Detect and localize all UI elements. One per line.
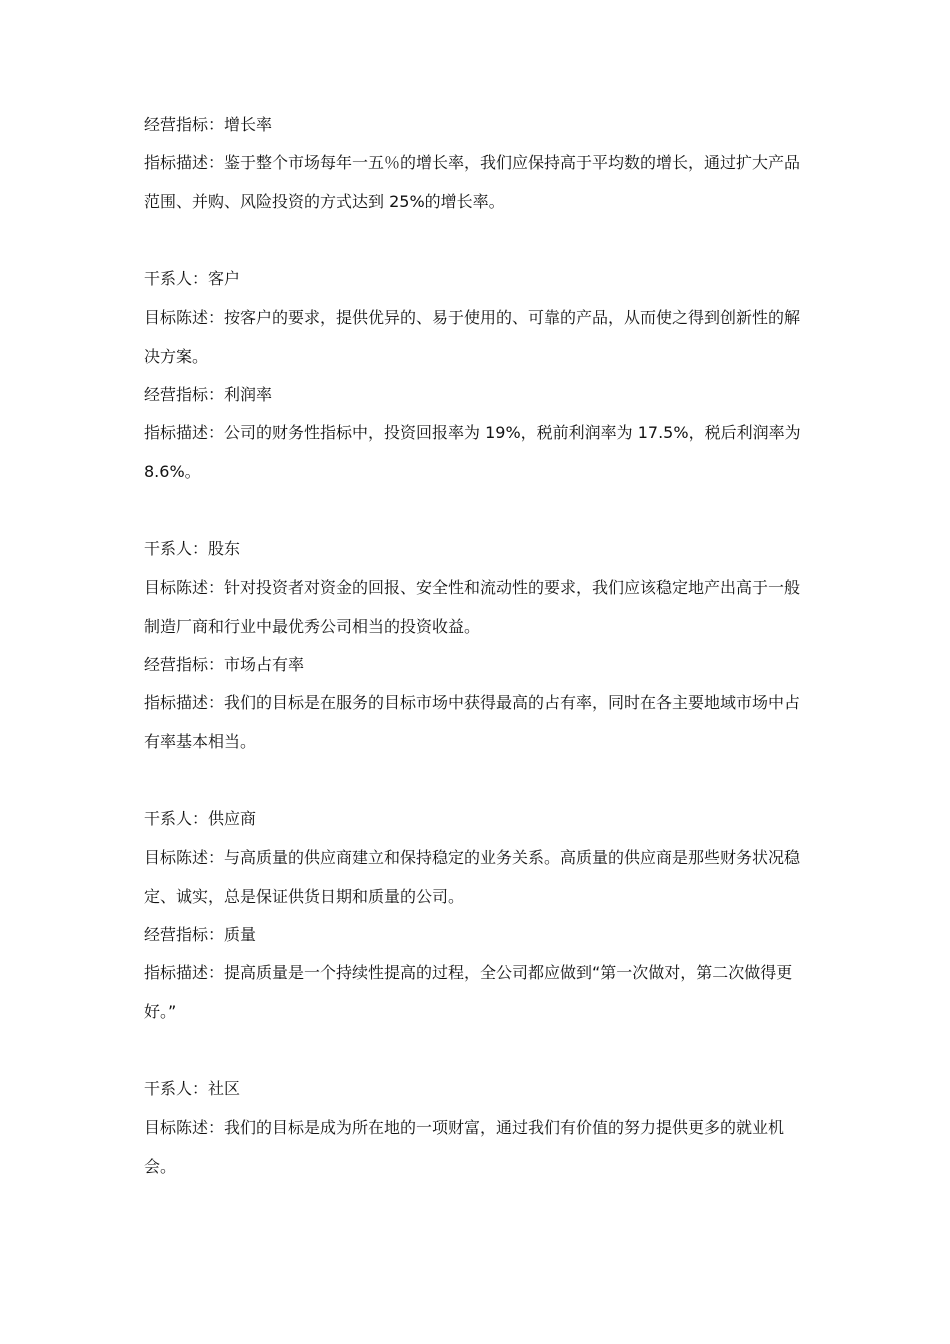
heading-stakeholder-supplier: 干系人：供应商: [144, 809, 257, 828]
heading-indicator-profit: 经营指标：利润率: [144, 385, 273, 404]
paragraph-supplier-goal: 目标陈述：与高质量的供应商建立和保持稳定的业务关系。高质量的供应商是那些财务状况稳定、诚实，总是保证供货日期和质量的公司。: [144, 848, 801, 906]
heading-stakeholder-customer: 干系人：客户: [144, 269, 241, 288]
paragraph-community-goal: 目标陈述：我们的目标是成为所在地的一项财富，通过我们有价值的努力提供更多的就业机会。: [144, 1118, 785, 1176]
heading-indicator-growth: 经营指标：增长率: [144, 115, 273, 134]
paragraph-shareholder-goal: 目标陈述：针对投资者对资金的回报、安全性和流动性的要求，我们应该稳定地产出高于一般制造厂商和行业中最优秀公司相当的投资收益。: [144, 578, 801, 636]
paragraph-customer-goal: 目标陈述：按客户的要求，提供优异的、易于使用的、可靠的产品，从而使之得到创新性的解决方案。: [144, 308, 801, 366]
heading-indicator-market-share: 经营指标：市场占有率: [144, 655, 305, 674]
heading-stakeholder-shareholder: 干系人：股东: [144, 539, 241, 558]
heading-indicator-quality: 经营指标：质量: [144, 925, 257, 944]
paragraph-indicator-quality-desc: 指标描述：提高质量是一个持续性提高的过程，全公司都应做到“第一次做对，第二次做得更好。”: [144, 963, 793, 1021]
paragraph-indicator-growth-desc: 指标描述：鉴于整个市场每年一五％的增长率，我们应保持高于平均数的增长，通过扩大产品范围、并购、风险投资的方式达到 25%的增长率。: [144, 153, 801, 211]
paragraph-indicator-market-share-desc: 指标描述：我们的目标是在服务的目标市场中获得最高的占有率，同时在各主要地域市场中占有率基本相当。: [144, 693, 801, 751]
paragraph-indicator-profit-desc: 指标描述：公司的财务性指标中，投资回报率为 19%，税前利润率为 17.5%，税后利润率为 8.6%。: [144, 423, 801, 481]
heading-stakeholder-community: 干系人：社区: [144, 1079, 241, 1098]
